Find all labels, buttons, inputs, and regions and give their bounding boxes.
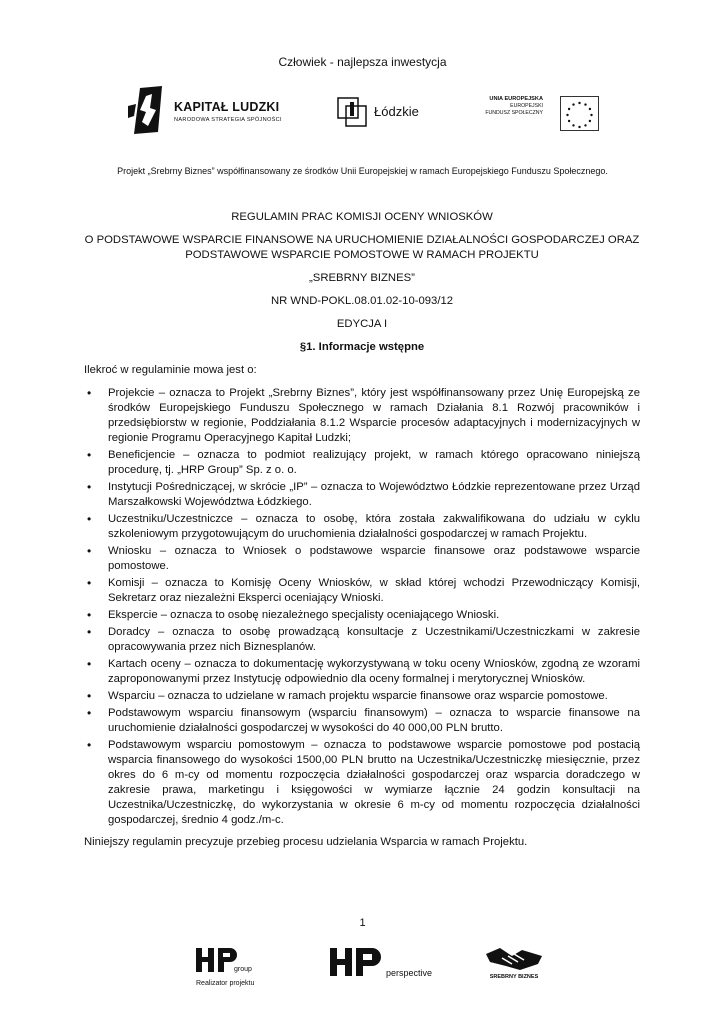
lodzkie-text: Łódzkie: [374, 104, 419, 119]
list-item: • Uczestniku/Uczestniczce – oznacza to osobę, która została zakwalifikowana do udziału w cyklu szkoleniowym przygotowującym do uruchomienia działalności gospodarczej w ramach Projektu.: [87, 512, 640, 540]
hrp-perspective-logo: [330, 944, 440, 984]
eu-logo-line2: EUROPEJSKI: [510, 103, 543, 109]
handshake-icon: [484, 944, 544, 972]
hrp-group-logo: [196, 944, 266, 992]
title-line-2: O PODSTAWOWE WSPARCIE FINANSOWE NA URUCHOMIENIE DZIAŁALNOŚCI GOSPODARCZEJ ORAZ PODSTAWOWE WSPARCIE POMOSTOWE W RAMACH PROJEKTU: [84, 234, 640, 261]
list-item: • Podstawowym wsparciu finansowym (wsparciu finansowym) – oznacza to wsparcie finansowe na uruchomienie działalności gospodarczej w wysokości do 40 000,00 PLN brutto.: [87, 706, 640, 734]
srebrny-biznes-text: SREBRNY BIZNES: [489, 974, 539, 980]
title-line-4: NR WND-POKL.08.01.02-10-093/12: [270, 295, 454, 307]
project-cofinancing-note: Projekt „Srebrny Biznes” współfinansowany ze środków Unii Europejskiej w ramach Europejskiego Funduszu Społecznego.: [117, 166, 608, 176]
kapital-ludzki-subtitle: NARODOWA STRATEGIA SPÓJNOŚCI: [174, 117, 282, 123]
eu-logo-line1: UNIA EUROPEJSKA: [489, 96, 543, 102]
bullet-icon: •: [87, 448, 92, 462]
intro-text: Ilekroć w regulaminie mowa jest o:: [84, 364, 257, 376]
eu-logo: [478, 96, 598, 130]
bullet-icon: •: [87, 738, 92, 752]
bullet-icon: •: [87, 576, 92, 590]
bullet-icon: •: [87, 657, 92, 671]
hrp-group-subtitle: Realizator projektu: [196, 980, 255, 987]
kapital-ludzki-title: KAPITAŁ LUDZKI: [174, 100, 280, 114]
document-body: [84, 210, 640, 850]
hrp-perspective-tag: perspective: [386, 968, 433, 978]
bullet-icon: •: [87, 544, 92, 558]
list-item: • Wniosku – oznacza to Wniosek o podstawowe wsparcie finansowe oraz podstawowe wsparcie pomostowe.: [87, 544, 640, 572]
list-item: • Doradcy – oznacza to osobę prowadzącą konsultacje z Uczestnikami/Uczestniczkami w zakresie opracowywania przez nich Biznesplanów.: [87, 625, 640, 653]
list-item: • Ekspercie – oznacza to osobę niezależnego specjalisty oceniającego Wnioski.: [87, 608, 500, 622]
lodzkie-logo: [336, 96, 436, 132]
title-line-1: REGULAMIN PRAC KOMISJI OCENY WNIOSKÓW: [231, 211, 493, 223]
closing-text: Niniejszy regulamin precyzuje przebieg procesu udzielania Wsparcia w ramach Projektu.: [84, 836, 528, 848]
srebrny-biznes-logo: [484, 944, 544, 984]
bullet-icon: •: [87, 386, 92, 400]
slogan: Człowiek - najlepsza inwestycja: [278, 55, 447, 69]
bullet-icon: •: [87, 706, 92, 720]
hrp-group-tag: group: [234, 966, 252, 973]
definitions-list: [84, 386, 640, 828]
title-line-5: EDYCJA I: [336, 318, 388, 330]
list-item: • Beneficjencie – oznacza to podmiot realizujący projekt, w ramach którego opracowano niniejszą procedurę, tj. „HRP Group” Sp. z o. o.: [87, 448, 640, 476]
bullet-icon: •: [87, 625, 92, 639]
section-heading: §1. Informacje wstępne: [299, 341, 425, 353]
list-item: • Instytucji Pośredniczącej, w skrócie „IP” – oznacza to Województwo Łódzkie reprezentowane przez Urząd Marszałkowski Województwa Łódzkiego.: [87, 480, 640, 508]
lodzkie-emblem-icon: [336, 96, 370, 130]
bullet-icon: •: [87, 689, 92, 703]
kapital-ludzki-logo: [128, 86, 298, 136]
title-line-3: „SREBRNY BIZNES”: [309, 272, 415, 284]
bullet-icon: •: [87, 480, 92, 494]
eu-logo-text: [478, 96, 543, 117]
list-item: • Wsparciu – oznacza to udzielane w ramach projektu wsparcie finansowe oraz wsparcie pomostowe.: [87, 689, 608, 703]
eu-logo-line3: FUNDUSZ SPOŁECZNY: [485, 110, 543, 116]
list-item: • Kartach oceny – oznacza to dokumentację wykorzystywaną w toku oceny Wniosków, zgodną ze wzorami zaproponowanymi przez Instytucję odpowiednio dla oceny formalnej i merytorycznej Wniosków.: [87, 657, 640, 685]
eu-flag-icon: [560, 96, 599, 131]
list-item: • Projekcie – oznacza to Projekt „Srebrny Biznes”, który jest współfinansowany przez Unię Europejską ze środków Europejskiego Funduszu Społecznego w ramach Działania 8.1 Rozwój pracowników i przedsiębiorstw w regionie, Poddziałania 8.1.2 Wsparcie procesów adaptacyjnych i modernizacyjnych w regionie Programu Operacyjnego Kapitał Ludzki;: [87, 386, 640, 444]
bullet-icon: •: [87, 512, 92, 526]
footer-logos: [0, 944, 725, 994]
kapital-ludzki-emblem-icon: [128, 86, 168, 136]
page-number: 1: [359, 917, 366, 929]
bullet-icon: •: [87, 608, 92, 622]
header-logos: [0, 86, 725, 138]
hrp-perspective-emblem-icon: [330, 944, 394, 980]
list-item: • Komisji – oznacza to Komisję Oceny Wniosków, w skład której wchodzi Przewodniczący Komisji, Sekretarz oraz niezależni Eksperci oceniający Wnioski.: [87, 576, 640, 604]
list-item: • Podstawowym wsparciu pomostowym – oznacza to podstawowe wsparcie pomostowe pod postacią wsparcia finansowego do wysokości 1500,00 PLN brutto na Uczestnika/Uczestniczkę miesięcznie, przez okres do 6 m-cy od momentu rozpoczęcia działalności gospodarczej oraz wsparcia doradczego w zakresie prawa, marketingu i księgowości w wymiarze łącznie 24 godzin konsultacji na Uczestnika/Uczestniczkę, do wykorzystania w okresie 6 m-cy od momentu rozpoczęcia działalności gospodarczej, średnio 4 godz./m-c.: [87, 738, 640, 826]
